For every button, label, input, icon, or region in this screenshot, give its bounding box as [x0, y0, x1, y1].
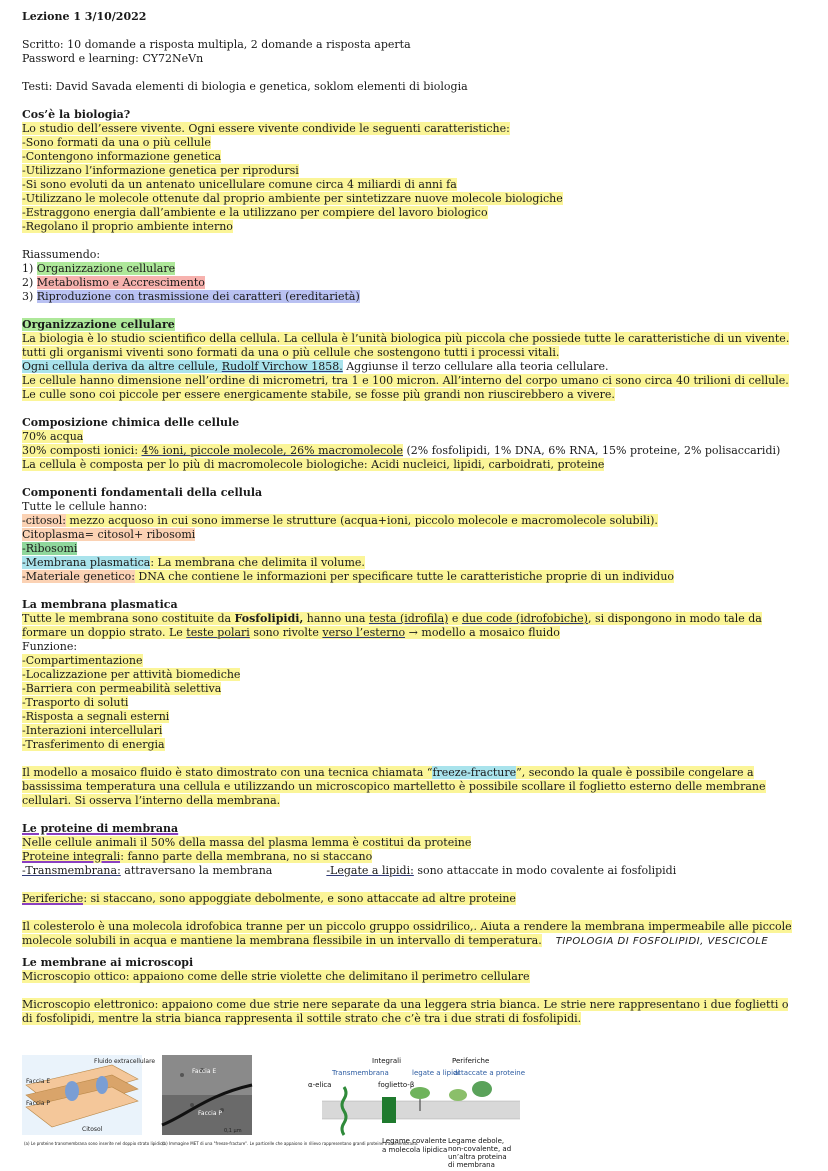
figure-b-caption: (b) Immagine MET di una "freeze-fracture". Le particelle che appaiono in rilievo rappresentano grandi proteine transmembrana.: [162, 1141, 419, 1146]
chem-line: 30% composti ionici:: [22, 444, 142, 457]
chem-line: 70% acqua: [22, 430, 84, 443]
exam-info: Scritto: 10 domande a risposta multipla, 2 domande a risposta aperta: [22, 38, 411, 51]
org-line: Aggiunse il terzo cellulare alla teoria cellulare.: [342, 360, 609, 373]
figure-c-weak-label: un’altra proteina: [448, 1153, 507, 1161]
org-line: La biologia è lo studio scientifico della cellula. La cellula è l’unità biologica più piccola che possiede tutte le caratteristiche di un vivente.: [22, 332, 790, 345]
microscope-heading: Le membrane ai microscopi: [22, 956, 194, 969]
figures-row: [22, 1055, 814, 1167]
comp-intro: Tutte le cellule hanno:: [22, 500, 148, 513]
biology-heading: Cos’è la biologia?: [22, 108, 131, 121]
head-term: testa (idrofila): [368, 612, 449, 625]
microscope-line: di fosfolipidi, mentre la stria bianca rappresenta il sottile strato che c’è tra i due strati di fosfolipidi.: [22, 1012, 582, 1025]
lesson-title: Lezione 1 3/10/2022: [22, 10, 147, 23]
genetic-term: -Materiale genetico:: [22, 570, 135, 583]
trait-item: -Utilizzano le molecole ottenute dal proprio ambiente per sintetizzare nuove molecole biologiche: [22, 192, 563, 205]
chem-line: (2% fosfolipidi, 1% DNA, 6% RNA, 15% proteine, 2% polisaccaridi): [403, 444, 781, 457]
freeze-text: Il modello a mosaico fluido è stato dimostrato con una tecnica chiamata “: [22, 766, 433, 779]
citosol-term: -citosol:: [22, 514, 66, 527]
figure-a-membrane-diagram: [22, 1055, 166, 1167]
password-info: Password e learning: CY72NeVn: [22, 52, 204, 65]
trait-item: -Si sono evoluti da un antenato unicellulare comune circa 4 miliardi di anni fa: [22, 178, 457, 191]
function-label: Funzione:: [22, 640, 78, 653]
summary-item: Organizzazione cellulare: [36, 262, 176, 275]
summary-item: Riproduzione con trasmissione dei caratteri (ereditarietà): [36, 290, 360, 303]
figure-a-face-p-label: Faccia P: [26, 1100, 51, 1107]
summary-number: 2): [22, 276, 34, 289]
figure-c-attached-label: attaccate a proteine: [454, 1069, 526, 1077]
virchow-ref: Rudolf Virchow 1858.: [221, 360, 343, 373]
figure-c-weak-label: di membrana: [448, 1161, 495, 1169]
document-page: [22, 10, 814, 1026]
summary-number: 1): [22, 262, 34, 275]
trait-item: -Regolano il proprio ambiente interno: [22, 220, 233, 233]
chemistry-heading: Composizione chimica delle cellule: [22, 416, 240, 429]
organization-heading: Organizzazione cellulare: [22, 318, 175, 331]
org-line: Ogni cellula deriva da altre cellule,: [22, 360, 222, 373]
proteins-line: sono attaccate in modo covalente ai fosfolipidi: [413, 864, 677, 877]
figure-a-extracellular-label: Fluido extracellulare: [94, 1058, 156, 1065]
figure-c-transmembrane-label: Transmembrana: [332, 1069, 389, 1077]
proteins-line: : si staccano, sono appoggiate debolmente, e sono attaccate ad altre proteine: [83, 892, 516, 905]
lipid-linked-term: -Legate a lipidi:: [326, 864, 414, 877]
peripheral-term: Periferiche: [22, 892, 84, 905]
outward-term: verso l’esterno: [322, 626, 406, 639]
membrane-term: -Membrana plasmatica: [22, 556, 151, 569]
summary-label: Riassumendo:: [22, 248, 101, 261]
membrane-text: sono rivolte: [249, 626, 323, 639]
cholesterol-line: molecole solubili in acqua e mantiene la membrana flessibile in un intervallo di temperatura.: [22, 934, 542, 947]
figure-c-covalent-label: Legame covalente: [382, 1137, 447, 1145]
membrane-text: → modello a mosaico fluido: [405, 626, 560, 639]
figure-c-protein-types: [282, 1055, 526, 1169]
trait-item: -Contengono informazione genetica: [22, 150, 222, 163]
function-item: -Risposta a segnali esterni: [22, 710, 170, 723]
membrane-text: Tutte le membrana sono costituite da: [22, 612, 235, 625]
figure-a-face-e-label: Faccia E: [26, 1078, 51, 1085]
membrane-text: hanno una: [303, 612, 369, 625]
org-line: tutti gli organismi viventi sono formati da una o più cellule che sostengono tutti i processi vitali.: [22, 346, 560, 359]
trait-item: -Sono formati da una o più cellule: [22, 136, 211, 149]
function-item: -Trasferimento di energia: [22, 738, 165, 751]
citoplasma-line: Citoplasma= citosol+ ribosomi: [22, 528, 196, 541]
freeze-text: ”, secondo la quale è possibile congelare a: [516, 766, 754, 779]
biology-intro: Lo studio dell’essere vivente. Ogni essere vivente condivide le seguenti caratteristiche:: [22, 122, 510, 135]
membrane-text: e: [448, 612, 462, 625]
proteins-heading: Le proteine di membrana: [22, 822, 179, 835]
figure-c-peripheral-label: Periferiche: [452, 1057, 490, 1065]
figure-c-integral-label: Integrali: [372, 1057, 402, 1065]
function-item: -Trasporto di soluti: [22, 696, 129, 709]
handwritten-note: TIPOLOGIA DI FOSFOLIPIDI, VESCICOLE: [555, 936, 769, 947]
freeze-text: bassissima temperatura una cellula e utilizzando un microscopico martelletto è possibile scollare il foglietto esterno delle membrane: [22, 780, 766, 793]
function-item: -Localizzazione per attività biomediche: [22, 668, 241, 681]
components-heading: Componenti fondamentali della cellula: [22, 486, 263, 499]
figure-a-caption: (a) Le proteine transmembrana sono inserite nel doppio strato lipidico.: [24, 1141, 166, 1146]
summary-number: 3): [22, 290, 34, 303]
integral-term: Proteine integrali: [22, 850, 121, 863]
ribosomi-line: -Ribosomi: [22, 542, 78, 555]
chem-line: 4% ioni, piccole molecole, 26% macromolecole: [141, 444, 403, 457]
membrane-heading: La membrana plasmatica: [22, 598, 178, 611]
phospholipid-term: Fosfolipidi,: [234, 612, 304, 625]
polar-heads-term: teste polari: [186, 626, 250, 639]
proteins-line: attraversano la membrana: [120, 864, 273, 877]
function-item: -Interazioni intercellulari: [22, 724, 163, 737]
transmembrane-term: -Transmembrana:: [22, 864, 121, 877]
figure-c-beta-label: foglietto-β: [378, 1081, 415, 1089]
figure-c-weak-label: non-covalente, ad: [448, 1145, 512, 1153]
genetic-text: DNA che contiene le informazioni per specificare tutte le caratteristiche proprie di un individuo: [134, 570, 675, 583]
freeze-text: cellulari. Si osserva l’interno della membrana.: [22, 794, 281, 807]
cholesterol-line: Il colesterolo è una molecola idrofobica tranne per un piccolo gruppo ossidrilico,. Aiuta a rendere la membrana impermeabile alle piccole: [22, 920, 792, 933]
figure-a-cytosol-label: Citosol: [82, 1126, 103, 1133]
figure-c-lipid-label: legate a lipidi: [412, 1069, 460, 1077]
microscope-line: Microscopio ottico: appaiono come delle strie violette che delimitano il perimetro cellulare: [22, 970, 530, 983]
proteins-line: : fanno parte della membrana, no si staccano: [120, 850, 373, 863]
function-item: -Barriera con permeabilità selettiva: [22, 682, 222, 695]
figure-c-alpha-label: α-elica: [308, 1081, 332, 1089]
figure-c-covalent-label: a molecola lipidica: [382, 1146, 448, 1154]
org-line: Le culle sono coi piccole per essere energicamente stabile, se fosse più grandi non riuscirebbero a vivere.: [22, 388, 615, 401]
function-item: -Compartimentazione: [22, 654, 143, 667]
figure-b-face-p-label: Faccia P: [198, 1110, 223, 1117]
tails-term: due code (idrofobiche): [461, 612, 588, 625]
membrane-text: , si dispongono in modo tale da: [587, 612, 762, 625]
membrane-text: formare un doppio strato. Le: [22, 626, 187, 639]
org-line: Le cellule hanno dimensione nell’ordine di micrometri, tra 1 e 100 micron. All’interno del corpo umano ci sono circa 40 trilioni di cellule.: [22, 374, 789, 387]
microscope-line: Microscopio elettronico: appaiono come due strie nere separate da una leggera stria bianca. Le strie nere rappresentano i due foglietti o: [22, 998, 789, 1011]
figure-b-scale-label: 0,1 μm: [224, 1128, 242, 1134]
citosol-text: mezzo acquoso in cui sono immerse le strutture (acqua+ioni, piccolo molecole e macromolecole solubili).: [65, 514, 658, 527]
freeze-fracture-term: freeze-fracture: [432, 766, 517, 779]
trait-item: -Estraggono energia dall’ambiente e la utilizzano per compiere del lavoro biologico: [22, 206, 488, 219]
textbooks-info: Testi: David Savada elementi di biologia e genetica, soklom elementi di biologia: [22, 80, 468, 93]
membrane-text: : La membrana che delimita il volume.: [150, 556, 365, 569]
figure-b-face-e-label: Faccia E: [192, 1068, 217, 1075]
chem-line: La cellula è composta per lo più di macromolecole biologiche: Acidi nucleici, lipidi, carboidrati, proteine: [22, 458, 605, 471]
figure-c-weak-label: Legame debole,: [448, 1137, 505, 1145]
proteins-line: Nelle cellule animali il 50% della massa del plasma lemma è costitui da proteine: [22, 836, 472, 849]
summary-item: Metabolismo e Accrescimento: [36, 276, 205, 289]
trait-item: -Utilizzano l’informazione genetica per riprodursi: [22, 164, 299, 177]
